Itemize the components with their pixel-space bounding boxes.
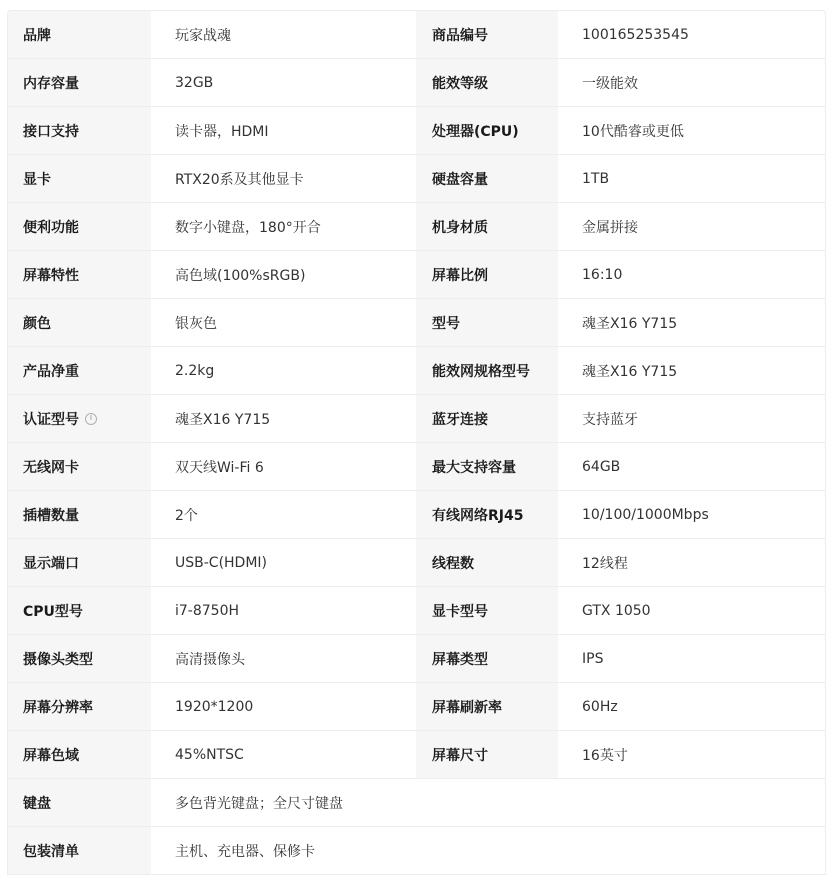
spec-label: 最大支持容量 (416, 443, 558, 490)
spec-label: 屏幕分辨率 (8, 683, 151, 730)
spec-row (8, 683, 825, 731)
spec-row (8, 59, 825, 107)
product-spec-table (7, 10, 826, 875)
spec-label: 无线网卡 (8, 443, 151, 490)
spec-label: 屏幕刷新率 (416, 683, 558, 730)
spec-value: 10/100/1000Mbps (558, 491, 823, 538)
spec-row (8, 251, 825, 299)
spec-label: 屏幕色域 (8, 731, 151, 778)
spec-value: 100165253545 (558, 11, 823, 58)
spec-label: 蓝牙连接 (416, 395, 558, 442)
spec-label: 显示端口 (8, 539, 151, 586)
spec-row (8, 155, 825, 203)
spec-label: 硬盘容量 (416, 155, 558, 202)
spec-row (8, 299, 825, 347)
spec-label: 屏幕特性 (8, 251, 151, 298)
spec-value: RTX20系及其他显卡 (151, 155, 416, 202)
spec-row (8, 731, 825, 779)
spec-row (8, 587, 825, 635)
spec-label: 显卡 (8, 155, 151, 202)
spec-label-text: 认证型号 (23, 411, 79, 428)
spec-value: 2个 (151, 491, 416, 538)
spec-value: 双天线Wi-Fi 6 (151, 443, 416, 490)
spec-label: CPU型号 (8, 587, 151, 634)
spec-row (8, 635, 825, 683)
spec-label: 型号 (416, 299, 558, 346)
spec-value: 一级能效 (558, 59, 823, 106)
spec-label: 便利功能 (8, 203, 151, 250)
spec-row (8, 11, 825, 59)
spec-value: IPS (558, 635, 823, 682)
spec-label: 摄像头类型 (8, 635, 151, 682)
spec-row (8, 827, 825, 875)
spec-value: i7-8750H (151, 587, 416, 634)
spec-value: 10代酷睿或更低 (558, 107, 823, 154)
spec-label: 显卡型号 (416, 587, 558, 634)
spec-value-wide: 主机、充电器、保修卡 (151, 827, 823, 874)
spec-value: 魂圣X16 Y715 (151, 395, 416, 442)
spec-value: 高清摄像头 (151, 635, 416, 682)
spec-label: 颜色 (8, 299, 151, 346)
spec-value: 魂圣X16 Y715 (558, 299, 823, 346)
spec-value: 2.2kg (151, 347, 416, 394)
spec-label: 线程数 (416, 539, 558, 586)
spec-row (8, 539, 825, 587)
spec-label: 商品编号 (416, 11, 558, 58)
spec-row (8, 443, 825, 491)
spec-label: 屏幕比例 (416, 251, 558, 298)
spec-label: 机身材质 (416, 203, 558, 250)
spec-empty-cell (416, 779, 558, 826)
spec-row (8, 347, 825, 395)
spec-label: 能效网规格型号 (416, 347, 558, 394)
spec-value: 数字小键盘，180°开合 (151, 203, 416, 250)
spec-label: 接口支持 (8, 107, 151, 154)
spec-value: 16:10 (558, 251, 823, 298)
spec-value: 1TB (558, 155, 823, 202)
spec-label: 处理器(CPU) (416, 107, 558, 154)
spec-value: 60Hz (558, 683, 823, 730)
spec-value: 多色背光键盘；全尺寸键盘 (151, 779, 416, 826)
spec-label: 产品净重 (8, 347, 151, 394)
spec-value: 支持蓝牙 (558, 395, 823, 442)
info-icon[interactable]: i (85, 413, 97, 425)
spec-label-with-info (8, 395, 151, 442)
spec-value: 12线程 (558, 539, 823, 586)
spec-label: 能效等级 (416, 59, 558, 106)
spec-label: 品牌 (8, 11, 151, 58)
spec-row (8, 779, 825, 827)
spec-value: 高色域(100%sRGB) (151, 251, 416, 298)
spec-value: GTX 1050 (558, 587, 823, 634)
spec-value: 魂圣X16 Y715 (558, 347, 823, 394)
spec-row (8, 203, 825, 251)
spec-label: 内存容量 (8, 59, 151, 106)
spec-row (8, 395, 825, 443)
spec-label: 键盘 (8, 779, 151, 826)
spec-label: 插槽数量 (8, 491, 151, 538)
spec-label: 屏幕类型 (416, 635, 558, 682)
spec-value: 读卡器，HDMI (151, 107, 416, 154)
spec-value: 银灰色 (151, 299, 416, 346)
spec-value: 金属拼接 (558, 203, 823, 250)
spec-value: 32GB (151, 59, 416, 106)
spec-value: 玩家战魂 (151, 11, 416, 58)
spec-value: 1920*1200 (151, 683, 416, 730)
spec-value: 45%NTSC (151, 731, 416, 778)
spec-row (8, 107, 825, 155)
spec-label: 屏幕尺寸 (416, 731, 558, 778)
spec-empty-cell (558, 779, 823, 826)
spec-label: 包装清单 (8, 827, 151, 874)
spec-row (8, 491, 825, 539)
spec-value: USB-C(HDMI) (151, 539, 416, 586)
spec-value: 64GB (558, 443, 823, 490)
spec-label: 有线网络RJ45 (416, 491, 558, 538)
spec-value: 16英寸 (558, 731, 823, 778)
